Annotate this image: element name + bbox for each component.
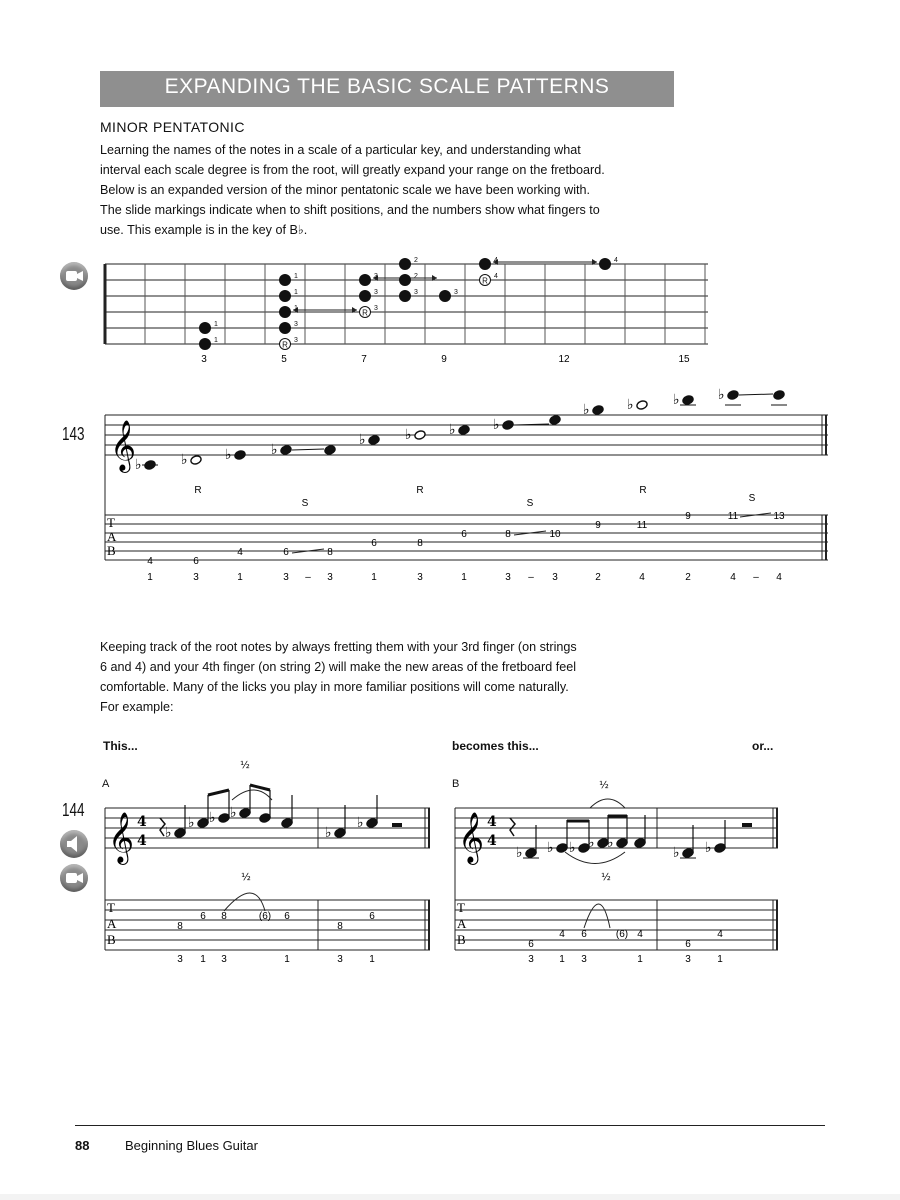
flat-icon: ♭ <box>449 422 456 438</box>
scale-label: S <box>301 498 309 509</box>
flat-icon: ♭ <box>181 452 188 468</box>
note-head <box>634 838 646 849</box>
svg-text:B: B <box>457 932 466 947</box>
finger-dash: – <box>753 572 759 583</box>
flat-icon: ♭ <box>188 815 195 831</box>
tab-number: 6 <box>461 529 467 540</box>
fret-dot <box>279 274 291 286</box>
finger-number: 4 <box>730 572 736 583</box>
flat-icon: ♭ <box>673 845 680 861</box>
scale-label: R <box>416 485 424 496</box>
fret-dot <box>279 290 291 302</box>
finger-number: 1 <box>637 954 643 965</box>
note-head <box>197 818 209 829</box>
finger-number: 1 <box>147 572 153 583</box>
root-symbol: R <box>482 276 488 286</box>
note-head <box>458 425 470 436</box>
note-head <box>368 435 380 446</box>
finger-number: 1 <box>371 572 377 583</box>
tab-numbers-143 <box>147 511 785 567</box>
finger-number: 3 <box>283 572 289 583</box>
intro-line: interval each scale degree is from the root, will greatly expand your range on the fretboard. <box>100 163 605 177</box>
svg-text:B: B <box>107 543 116 558</box>
bend-label: ½ <box>599 780 609 791</box>
finger-number: 1 <box>559 954 565 965</box>
time-signature: 4 <box>487 833 497 849</box>
finger-number: 2 <box>414 273 418 280</box>
fret-dot <box>439 290 451 302</box>
staff-144a <box>105 808 430 950</box>
notes-143 <box>135 387 787 473</box>
note-head <box>616 838 628 849</box>
svg-text:A: A <box>107 916 117 931</box>
note-head <box>239 808 251 819</box>
body-paragraph <box>100 637 680 717</box>
tab-clef <box>107 900 117 947</box>
page-edge <box>0 1194 900 1200</box>
tab-number: 8 <box>327 547 333 558</box>
tab-number: 8 <box>337 921 343 932</box>
finger-number: 4 <box>639 572 645 583</box>
tab-number: 9 <box>685 511 691 522</box>
note-head <box>556 843 568 854</box>
fret-dot <box>479 258 491 270</box>
tab-number: 4 <box>637 929 643 940</box>
note-head <box>636 400 648 411</box>
flat-icon: ♭ <box>493 417 500 433</box>
body-line: Keeping track of the root notes by always fretting them with your 3rd finger (on strings <box>100 640 577 654</box>
note-head <box>773 390 785 401</box>
flat-icon: ♭ <box>325 825 332 841</box>
tab-number: 10 <box>549 529 561 540</box>
svg-text:T: T <box>457 900 465 915</box>
flat-icon: ♭ <box>588 835 595 851</box>
time-signature: 4 <box>137 814 147 830</box>
note-head <box>324 445 336 456</box>
notes-144a <box>160 785 402 841</box>
time-signature: 4 <box>137 833 147 849</box>
fret-marker: 3 <box>201 354 207 365</box>
finger-number: 3 <box>581 954 587 965</box>
subheading: MINOR PENTATONIC <box>100 119 245 135</box>
finger-number: 3 <box>528 954 534 965</box>
finger-number: 1 <box>214 321 218 328</box>
flat-icon: ♭ <box>271 442 278 458</box>
time-signature: 4 <box>487 814 497 830</box>
note-head <box>549 415 561 426</box>
finger-number: 3 <box>552 572 558 583</box>
half-rest-icon <box>742 823 752 827</box>
root-symbol: R <box>362 308 368 318</box>
finger-number: 3 <box>193 572 199 583</box>
finger-number: 3 <box>454 289 458 296</box>
fret-marker: 5 <box>281 354 287 365</box>
note-head <box>682 848 694 859</box>
fret-marker: 7 <box>361 354 367 365</box>
finger-number: 3 <box>414 289 418 296</box>
finger-number: 2 <box>414 257 418 264</box>
finger-number: 3 <box>685 954 691 965</box>
bend-label: ½ <box>240 760 250 771</box>
slide-line <box>739 394 773 395</box>
note-head <box>525 848 537 859</box>
svg-text:A: A <box>457 916 467 931</box>
scale-label: R <box>639 485 647 496</box>
flat-icon: ♭ <box>547 840 554 856</box>
fretboard-dots <box>199 257 618 350</box>
tab-number: 6 <box>581 929 587 940</box>
tab-number: 6 <box>369 911 375 922</box>
fingering-143 <box>147 572 782 583</box>
intro-line: use. This example is in the key of B♭. <box>100 223 308 237</box>
note-head <box>334 828 346 839</box>
flat-icon: ♭ <box>209 810 216 826</box>
fret-dot <box>399 258 411 270</box>
finger-number: 3 <box>505 572 511 583</box>
fret-marker-numbers <box>201 354 690 365</box>
flat-icon: ♭ <box>516 845 523 861</box>
tab-number: 6 <box>193 556 199 567</box>
slide-line <box>292 449 324 450</box>
finger-number: 1 <box>294 289 298 296</box>
finger-number: 1 <box>461 572 467 583</box>
fret-dot <box>279 306 291 318</box>
fret-dot <box>399 274 411 286</box>
tab-number: 13 <box>773 511 785 522</box>
fret-marker: 12 <box>558 354 570 365</box>
tab-number: 11 <box>727 511 739 522</box>
svg-text:T: T <box>107 515 115 530</box>
label-this: This... <box>103 739 138 753</box>
intro-line: Learning the names of the notes in a scale of a particular key, and understanding what <box>100 143 581 157</box>
finger-number: 1 <box>294 273 298 280</box>
tab-number: 4 <box>559 929 565 940</box>
tab-number: 6 <box>528 939 534 950</box>
fingering-144b <box>528 954 723 965</box>
fret-dot <box>359 274 371 286</box>
part-label-a: A <box>102 778 110 790</box>
beam <box>250 785 270 790</box>
finger-number: 3 <box>177 954 183 965</box>
label-or: or... <box>752 739 774 753</box>
tab-number: 8 <box>221 911 227 922</box>
finger-number: 3 <box>374 289 378 296</box>
tab-clef <box>457 900 467 947</box>
example-number: 143 <box>62 424 85 444</box>
note-head <box>218 813 230 824</box>
finger-number: 4 <box>776 572 782 583</box>
finger-number: 4 <box>494 257 498 264</box>
note-head <box>592 405 604 416</box>
finger-number: 3 <box>327 572 333 583</box>
note-head <box>280 445 292 456</box>
svg-text:B: B <box>107 932 116 947</box>
body-line: For example: <box>100 700 174 714</box>
note-head <box>714 843 726 854</box>
tab-number: 6 <box>371 538 377 549</box>
flat-icon: ♭ <box>405 427 412 443</box>
tab-number: 6 <box>200 911 206 922</box>
tab-number: 8 <box>177 921 183 932</box>
finger-number: 3 <box>221 954 227 965</box>
bend-label: ½ <box>241 872 251 883</box>
treble-clef-icon: 𝄞 <box>110 420 137 471</box>
finger-number: 1 <box>294 305 298 312</box>
finger-number: 1 <box>237 572 243 583</box>
finger-number: 3 <box>374 305 378 312</box>
fret-dot <box>199 338 211 350</box>
finger-number: 1 <box>200 954 206 965</box>
note-head <box>234 450 246 461</box>
scale-labels-143 <box>194 485 755 509</box>
fingering-144a <box>177 954 375 965</box>
page-number: 88 <box>75 1138 90 1153</box>
flat-icon: ♭ <box>705 840 712 856</box>
book-title: Beginning Blues Guitar <box>125 1138 258 1153</box>
finger-number: 4 <box>614 257 618 264</box>
tab-number: 6 <box>283 547 289 558</box>
fret-marker: 9 <box>441 354 447 365</box>
tab-number: 4 <box>717 929 723 940</box>
flat-icon: ♭ <box>569 840 576 856</box>
intro-line: Below is an expanded version of the minor pentatonic scale we have been working with. <box>100 183 591 197</box>
scale-label: S <box>526 498 534 509</box>
flat-icon: ♭ <box>718 387 725 403</box>
tab-numbers-144a <box>177 911 375 932</box>
tab-number: (6) <box>258 911 272 922</box>
example-number: 144 <box>62 800 85 820</box>
tab-clef <box>107 515 117 558</box>
finger-number: 3 <box>294 321 298 328</box>
note-head <box>727 390 739 401</box>
fret-marker: 15 <box>678 354 690 365</box>
note-head <box>174 828 186 839</box>
tab-number: 8 <box>417 538 423 549</box>
finger-number: 3 <box>417 572 423 583</box>
rest-icon <box>510 818 515 836</box>
finger-number: 1 <box>717 954 723 965</box>
flat-icon: ♭ <box>583 402 590 418</box>
finger-dash: – <box>305 572 311 583</box>
root-symbol: R <box>282 340 288 350</box>
svg-text:A: A <box>107 529 117 544</box>
intro-line: The slide markings indicate when to shift positions, and the numbers show what fingers to <box>100 203 600 217</box>
flat-icon: ♭ <box>225 447 232 463</box>
flat-icon: ♭ <box>135 457 142 473</box>
finger-number: 2 <box>595 572 601 583</box>
tab-number: 4 <box>237 547 243 558</box>
tab-number: 8 <box>505 529 511 540</box>
finger-number: 2 <box>685 572 691 583</box>
flat-icon: ♭ <box>607 835 614 851</box>
tab-number: 6 <box>685 939 691 950</box>
note-head <box>414 430 426 441</box>
note-head <box>259 813 271 824</box>
note-head <box>366 818 378 829</box>
finger-number: 1 <box>284 954 290 965</box>
finger-number: 1 <box>214 337 218 344</box>
finger-number: 3 <box>374 273 378 280</box>
section-heading: EXPANDING THE BASIC SCALE PATTERNS <box>164 75 610 98</box>
half-rest-icon <box>392 823 402 827</box>
fret-dot <box>399 290 411 302</box>
fret-dot <box>279 322 291 334</box>
finger-number: 4 <box>494 273 498 280</box>
tab-number: 11 <box>636 520 648 531</box>
note-head <box>502 420 514 431</box>
part-label-b: B <box>452 778 460 790</box>
tab-number: 9 <box>595 520 601 531</box>
body-line: comfortable. Many of the licks you play in more familiar positions will come naturally. <box>100 680 569 694</box>
flat-icon: ♭ <box>359 432 366 448</box>
fret-dot <box>359 290 371 302</box>
note-head <box>682 395 694 406</box>
label-becomes: becomes this... <box>452 739 539 753</box>
bend-label: ½ <box>601 872 611 883</box>
finger-dash: – <box>528 572 534 583</box>
note-head <box>190 455 202 466</box>
flat-icon: ♭ <box>230 805 237 821</box>
finger-number: 3 <box>294 337 298 344</box>
finger-number: 1 <box>369 954 375 965</box>
scale-label: R <box>194 485 202 496</box>
treble-clef-icon: 𝄞 <box>108 812 135 863</box>
beam <box>208 790 229 795</box>
flat-icon: ♭ <box>357 815 364 831</box>
tab-number: (6) <box>615 929 629 940</box>
note-head <box>281 818 293 829</box>
footer-rule <box>75 1125 825 1126</box>
fret-dot <box>599 258 611 270</box>
finger-number: 3 <box>337 954 343 965</box>
svg-text:T: T <box>107 900 115 915</box>
flat-icon: ♭ <box>627 397 634 413</box>
fret-dot <box>199 322 211 334</box>
body-line: 6 and 4) and your 4th finger (on string 2) will make the new areas of the fretboard feel <box>100 660 577 674</box>
scale-label: S <box>748 493 756 504</box>
tab-number: 4 <box>147 556 153 567</box>
tab-number: 6 <box>284 911 290 922</box>
treble-clef-icon: 𝄞 <box>458 812 485 863</box>
flat-icon: ♭ <box>165 825 172 841</box>
flat-icon: ♭ <box>673 392 680 408</box>
